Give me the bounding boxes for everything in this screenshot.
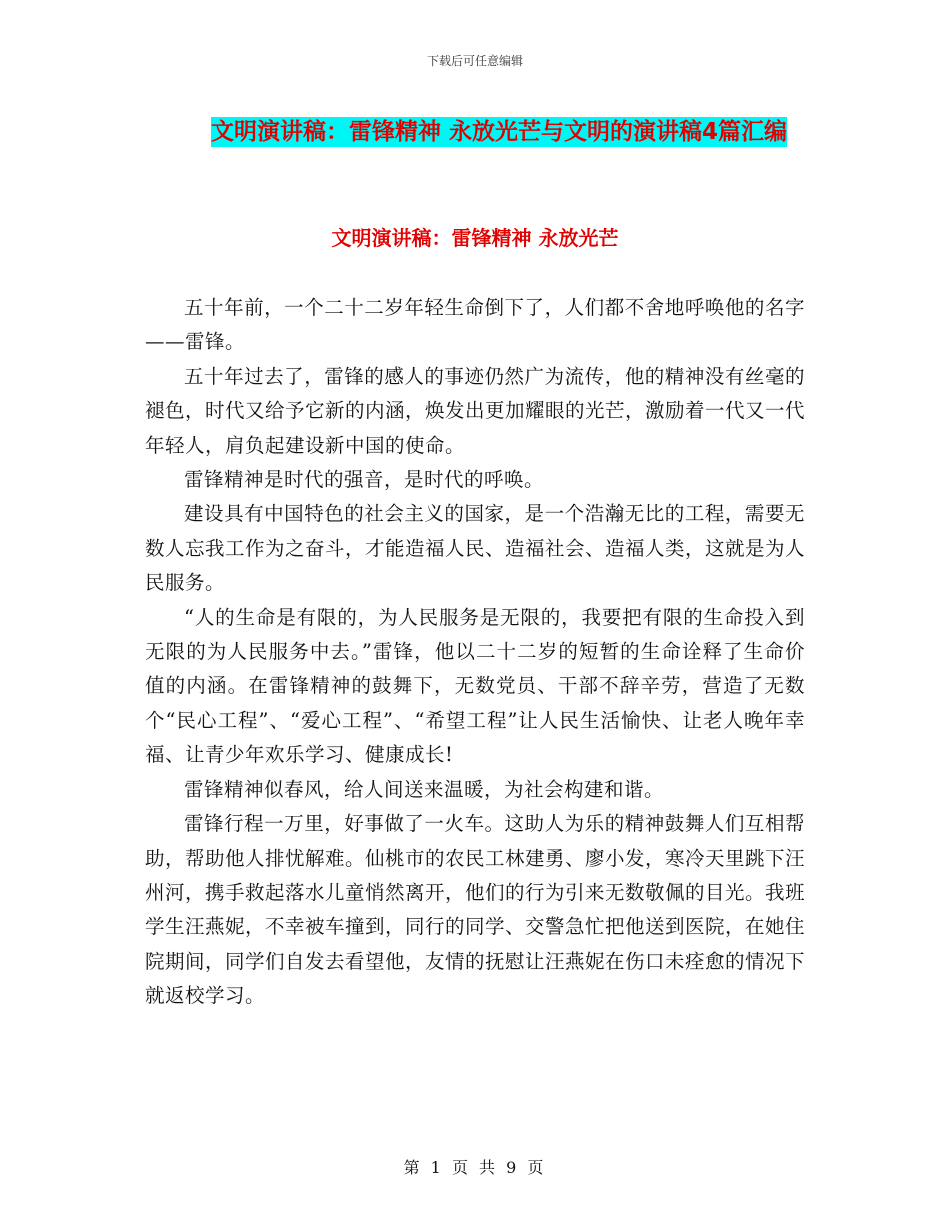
document-title xyxy=(188,112,810,153)
paragraph: 五十年过去了，雷锋的感人的事迹仍然广为流传，他的精神没有丝毫的褪色，时代又给予它新的内涵，焕发出更加耀眼的光芒，激励着一代又一代年轻人，肩负起建设新中国的使命。 xyxy=(145,364,806,457)
paragraph: 雷锋精神是时代的强音，是时代的呼唤。 xyxy=(184,468,545,492)
document-body xyxy=(145,291,805,1014)
page-number-footer: 第 1 页 共 9 页 xyxy=(403,1158,547,1177)
paragraph: 雷锋精神似春风，给人间送来温暖，为社会构建和谐。 xyxy=(184,777,665,801)
paragraph: 建设具有中国特色的社会主义的国家，是一个浩瀚无比的工程，需要无数人忘我工作为之奋斗，才能造福人民、造福社会、造福人类，这就是为人民服务。 xyxy=(145,502,806,595)
paragraph: “人的生命是有限的，为人民服务是无限的，我要把有限的生命投入到无限的为人民服务中去。”雷锋，他以二十二岁的短暂的生命诠释了生命价值的内涵。在雷锋精神的鼓舞下，无数党员、干部不辞辛劳，营造了无数个“民心工程”、“爱心工程”、“希望工程”让人民生活愉快、让老人晚年幸福、让青少年欢乐学习、健康成长! xyxy=(145,605,805,767)
document-title-text: 文明演讲稿：雷锋精神 永放光芒与文明的演讲稿4篇汇编 xyxy=(210,119,787,145)
header-note: 下载后可任意编辑 xyxy=(426,54,523,68)
paragraph: 五十年前，一个二十二岁年轻生命倒下了，人们都不舍地呼唤他的名字——雷锋。 xyxy=(145,296,805,354)
section-title: 文明演讲稿：雷锋精神 永放光芒 xyxy=(331,226,619,250)
paragraph: 雷锋行程一万里，好事做了一火车。这助人为乐的精神鼓舞人们互相帮助，帮助他人排忧解难。仙桃市的农民工林建勇、廖小发，寒冷天里跳下汪州河，携手救起落水儿童悄然离开，他们的行为引来无数敬佩的目光。我班学生汪燕妮，不幸被车撞到，同行的同学、交警急忙把他送到医院，在她住院期间，同学们自发去看望他，友情的抚慰让汪燕妮在伤口未痊愈的情况下就返校学习。 xyxy=(145,812,806,1008)
